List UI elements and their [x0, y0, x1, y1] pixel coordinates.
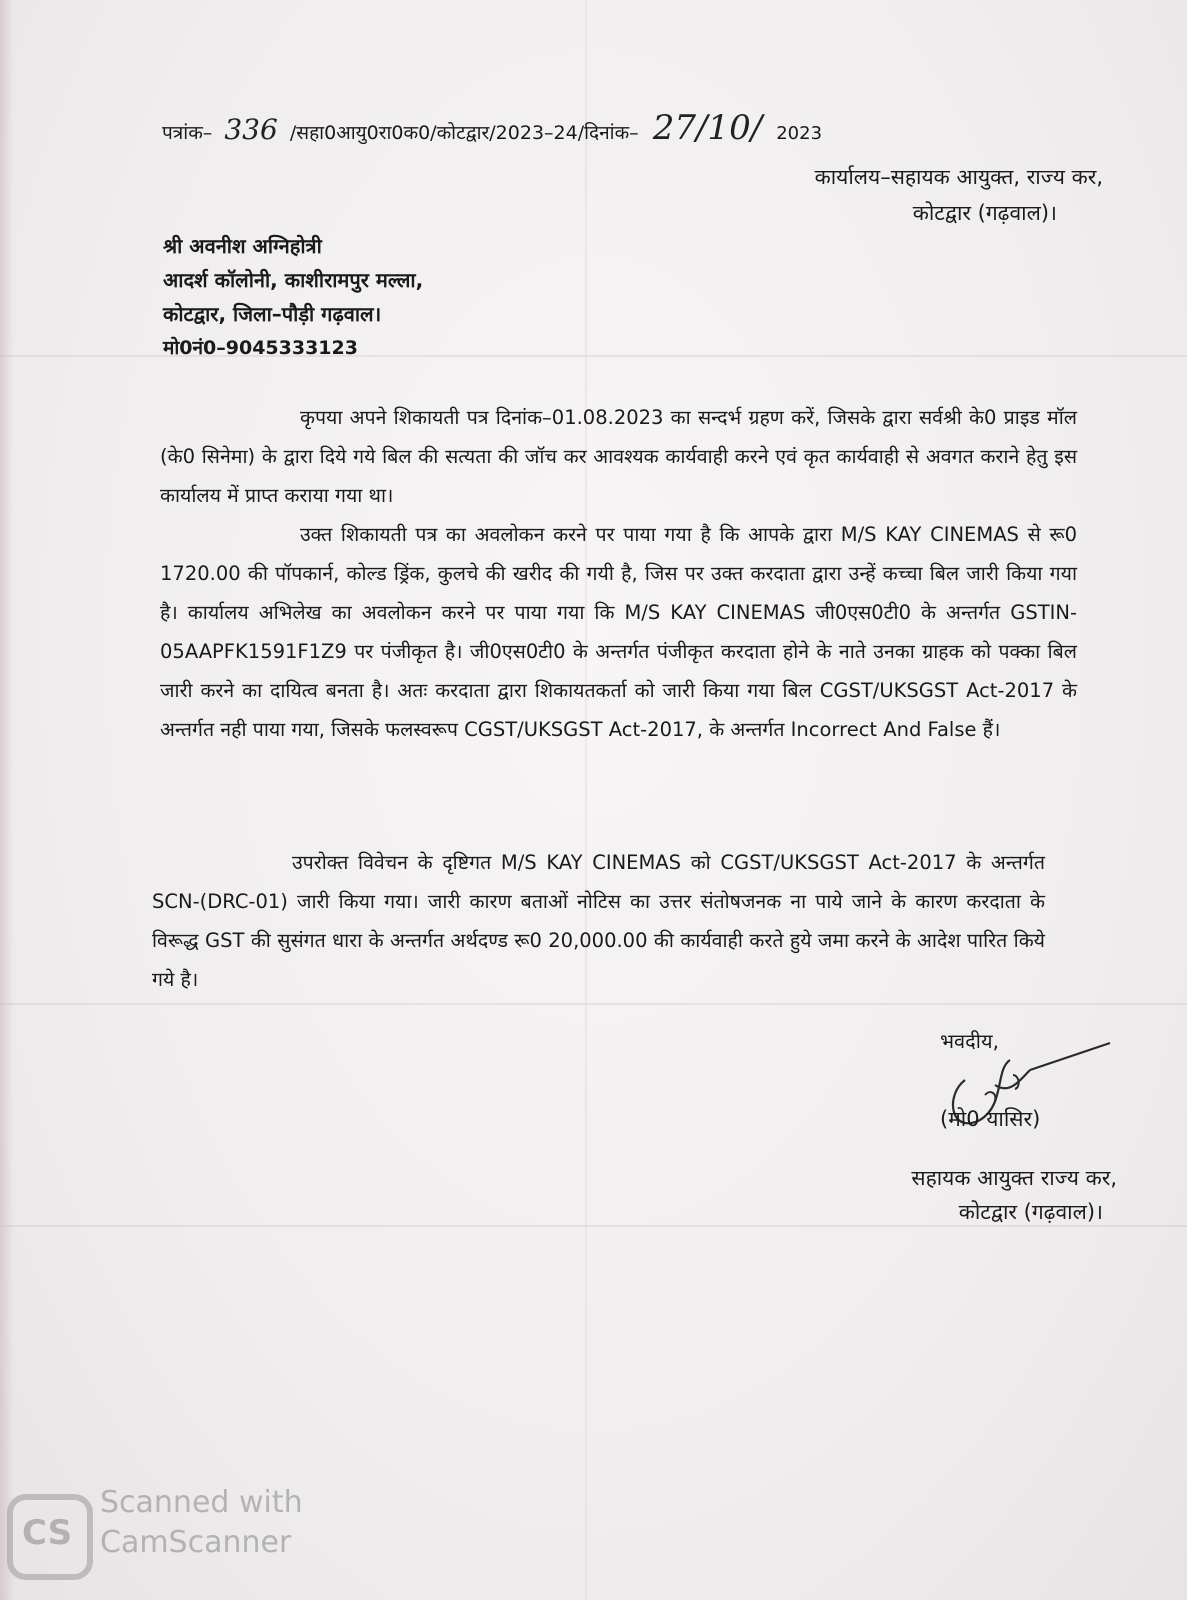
signatory-designation: सहायक आयुक्त राज्य कर,	[911, 1166, 1117, 1190]
body-paragraph-2	[160, 515, 1077, 749]
body-paragraph-3	[152, 843, 1045, 999]
paper-edge-shadow	[0, 0, 14, 1600]
addressee-mobile: मो0नं0–9045333123	[163, 337, 358, 359]
reference-year: 2023	[776, 123, 823, 144]
paper-fold	[585, 0, 587, 1600]
reference-number: 336	[224, 113, 278, 146]
addressee-address-1: आदर्श कॉलोनी, काशीरामपुर मल्ला,	[163, 268, 424, 292]
camscanner-logo-letters: CS	[22, 1513, 73, 1553]
reference-middle: /सहा0आयु0रा0क0/कोटद्वार/2023–24/दिनांक–	[289, 122, 639, 144]
reference-prefix: पत्रांक–	[162, 122, 213, 144]
signatory-name: (मो0 यासिर)	[940, 1107, 1041, 1131]
reference-date: 27/10/	[652, 108, 763, 148]
office-line-1: कार्यालय–सहायक आयुक्त, राज्य कर,	[814, 165, 1103, 189]
body-paragraph-1	[160, 398, 1077, 515]
paragraph-1-text: कृपया अपने शिकायती पत्र दिनांक–01.08.2023 का सन्दर्भ ग्रहण करें, जिसके द्वारा सर्वश्री के0 प्राइड मॉल (के0 सिनेमा) के द्वारा दिये गये बिल की सत्यता की जॉच कर आवश्यक कार्यवाही करने एवं कृत कार्यवाही से अवगत कराने हेतु इस कार्यालय में प्राप्त कराया गया था।	[160, 406, 1077, 507]
camscanner-watermark	[0, 1475, 330, 1600]
paragraph-3-text: उपरोक्त विवेचन के दृष्टिगत M/S KAY CINEMAS को CGST/UKSGST Act-2017 के अन्तर्गत SCN-(DRC-01) जारी किया गया। जारी कारण बताओं नोटिस का उत्तर संतोषजनक ना पाये जाने के कारण करदाता के विरूद्ध GST की सुसंगत धारा के अन्तर्गत अर्थदण्ड रू0 20,000.00 की कार्यवाही करते हुये जमा करने के आदेश पारित किये गये है।	[152, 851, 1045, 991]
paragraph-2-text: उक्त शिकायती पत्र का अवलोकन करने पर पाया गया है कि आपके द्वारा M/S KAY CINEMAS से रू0 1720.00 की पॉपकार्न, कोल्ड ड्रिंक, कुलचे की खरीद की गयी है, जिस पर उक्त करदाता द्वारा उन्हें कच्चा बिल जारी किया गया है। कार्यालय अभिलेख का अवलोकन करने पर पाया गया कि M/S KAY CINEMAS जी0एस0टी0 के अन्तर्गत GSTIN-05AAPFK1591F1Z9 पर पंजीकृत है। जी0एस0टी0 के अन्तर्गत पंजीकृत करदाता होने के नाते उनका ग्राहक को पक्का बिल जारी करने का दायित्व बनता है। अतः करदाता द्वारा शिकायतकर्ता को जारी किया गया बिल CGST/UKSGST Act-2017 के अन्तर्गत नही पाया गया, जिसके फलस्वरूप CGST/UKSGST Act-2017, के अन्तर्गत Incorrect And False हैं।	[160, 523, 1077, 741]
watermark-line-1: Scanned with	[100, 1485, 303, 1520]
addressee-name: श्री अवनीश अग्निहोत्री	[163, 234, 322, 258]
reference-line	[162, 108, 822, 148]
signatory-location: कोटद्वार (गढ़वाल)।	[958, 1200, 1103, 1224]
paper-fold	[0, 1003, 1187, 1005]
addressee-address-2: कोटद्वार, जिला–पौड़ी गढ़वाल।	[163, 302, 382, 326]
office-line-2: कोटद्वार (गढ़वाल)।	[912, 201, 1057, 225]
signature-closing: भवदीय,	[940, 1029, 999, 1053]
signature-block	[935, 1025, 1135, 1145]
watermark-line-2: CamScanner	[100, 1525, 292, 1560]
